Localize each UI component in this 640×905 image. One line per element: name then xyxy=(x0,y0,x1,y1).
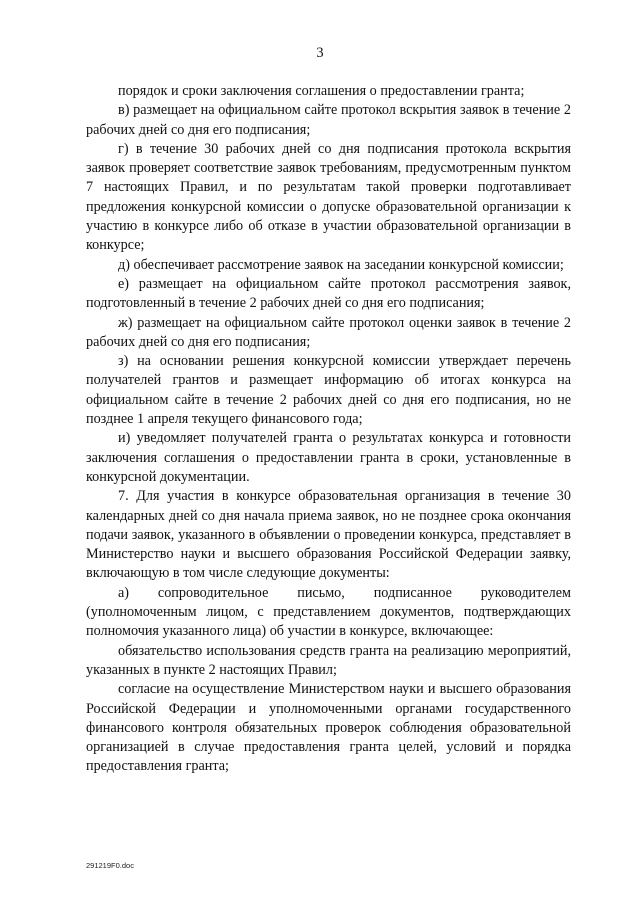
paragraph-item-i: и) уведомляет получателей гранта о результатах конкурса и готовности заключения соглашения о предоставлении гранта в сроки, установленные в конкурсной документации. xyxy=(86,430,571,485)
paragraph-item-v: в) размещает на официальном сайте протокол вскрытия заявок в течение 2 рабочих дней со дня его подписания; xyxy=(86,102,571,138)
paragraph-item-d: д) обеспечивает рассмотрение заявок на заседании конкурсной комиссии; xyxy=(118,256,564,273)
paragraph-item-z: з) на основании решения конкурсной комиссии утверждает перечень получателей грантов и размещает информацию об итогах конкурса на официальном сайте в течение 2 рабочих дней со дня его подписания, но не позднее 1 апреля текущего финансового года; xyxy=(86,353,571,428)
paragraph-consent: согласие на осуществление Министерством науки и высшего образования Российской Федерации и уполномоченными органами государственного финансового контроля обязательных проверок соблюдения образовательной организацией в случае предоставления гранта целей, условий и порядка предоставления гранта; xyxy=(86,681,571,775)
paragraph-section-7: 7. Для участия в конкурсе образовательная организация в течение 30 календарных дней со дня начала приема заявок, но не позднее срока окончания подачи заявок, указанного в объявлении о проведении конкурса, представляет в Министерство науки и высшего образования Российской Федерации заявку, включающую в том числе следующие документы: xyxy=(86,488,571,582)
paragraph-item-a: а) сопроводительное письмо, подписанное руководителем (уполномоченным лицом, с представлением документов, подтверждающих полномочия указанного лица) об участии в конкурсе, включающее: xyxy=(86,584,571,640)
document-body xyxy=(86,82,571,777)
paragraph-continuation: порядок и сроки заключения соглашения о предоставлении гранта; xyxy=(118,83,525,99)
paragraph-item-e: е) размещает на официальном сайте протокол рассмотрения заявок, подготовленный в течение 2 рабочих дней со дня его подписания; xyxy=(86,275,571,312)
footer-file-code: 291219F0.doc xyxy=(86,861,134,870)
paragraph-obligation: обязательство использования средств гранта на реализацию мероприятий, указанных в пункте 2 настоящих Правил; xyxy=(86,642,571,678)
paragraph-item-g: г) в течение 30 рабочих дней со дня подписания протокола вскрытия заявок проверяет соответствие заявок требованиям, предусмотренным пунктом 7 настоящих Правил, и по результатам такой проверки подготавливает предложения конкурсной комиссии о допуске образовательной организации к участию в конкурсе либо об отказе в участии образовательной организации в конкурсе; xyxy=(86,140,571,254)
page-number: 3 xyxy=(316,45,324,61)
paragraph-item-zh: ж) размещает на официальном сайте протокол оценки заявок в течение 2 рабочих дней со дня его подписания; xyxy=(86,314,571,350)
